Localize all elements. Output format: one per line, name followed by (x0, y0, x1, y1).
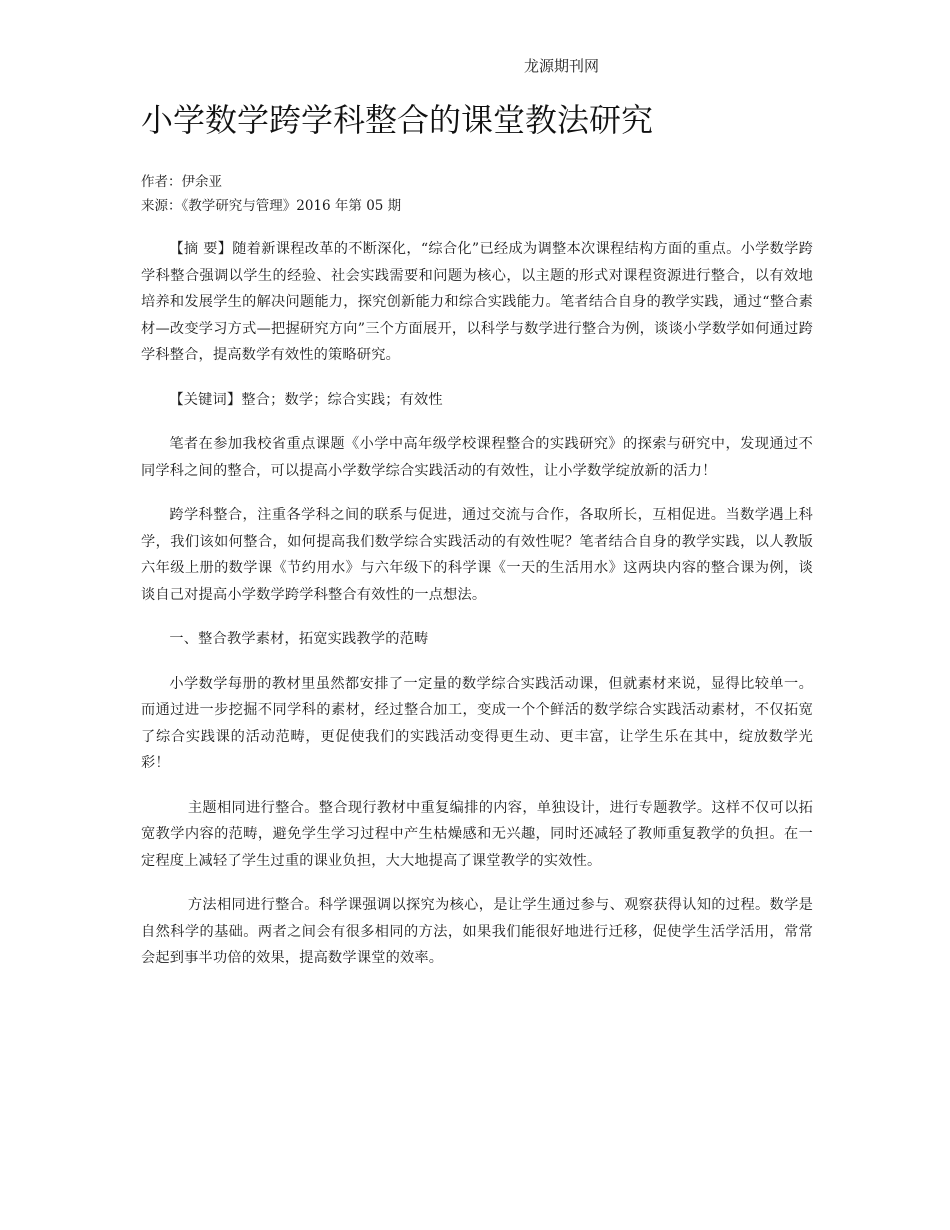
abstract-label: 【摘 要】 (169, 241, 233, 257)
keywords-label: 【关键词】 (169, 391, 242, 408)
site-header: 龙源期刊网 (524, 57, 600, 75)
section-heading: 一、整合教学素材，拓宽实践教学的范畴 (169, 631, 429, 647)
article-body (141, 236, 813, 990)
article-meta (141, 170, 401, 218)
body-paragraph: 跨学科整合，注重各学科之间的联系与促进，通过交流与合作，各取所长，互相促进。当数学遇上科学，我们该如何整合，如何提高我们数学综合实践活动的有效性呢？笔者结合自身的教学实践，以人教版六年级上册的数学课《节约用水》与六年级下的科学课《一天的生活用水》这两块内容的整合课为例，谈谈自己对提高小学数学跨学科整合有效性的一点想法。 (141, 507, 813, 603)
body-paragraph: 小学数学每册的教材里虽然都安排了一定量的数学综合实践活动课，但就素材来说，显得比较单一。而通过进一步挖掘不同学科的素材，经过整合加工，变成一个个鲜活的数学综合实践活动素材，不仅拓宽了综合实践课的活动范畴，更促使我们的实践活动变得更生动、更丰富，让学生乐在其中，绽放数学光彩！ (141, 675, 813, 771)
keywords-paragraph (141, 387, 813, 414)
body-paragraph: 主题相同进行整合。整合现行教材中重复编排的内容，单独设计，进行专题教学。这样不仅可以拓宽教学内容的范畴，避免学生学习过程中产生枯燥感和无兴趣，同时还减轻了教师重复教学的负担。在一定程度上减轻了学生过重的课业负担，大大地提高了课堂教学的实效性。 (141, 799, 813, 869)
abstract-paragraph (141, 236, 813, 369)
body-paragraph: 笔者在参加我校省重点课题《小学中高年级学校课程整合的实践研究》的探索与研究中，发现通过不同学科之间的整合，可以提高小学数学综合实践活动的有效性，让小学数学绽放新的活力！ (141, 436, 813, 479)
keywords-text: 整合；数学；综合实践；有效性 (241, 391, 443, 408)
author-line: 作者：伊余亚 (141, 174, 222, 190)
article-title: 小学数学跨学科整合的课堂教法研究 (141, 101, 654, 139)
body-paragraph: 方法相同进行整合。科学课强调以探究为核心，是让学生通过参与、观察获得认知的过程。数学是自然科学的基础。两者之间会有很多相同的方法，如果我们能很好地进行迁移，促使学生活学活用，常常会起到事半功倍的效果，提高数学课堂的效率。 (141, 897, 813, 966)
source-line: 来源：《教学研究与管理》2016 年第 05 期 (141, 198, 402, 214)
abstract-text: 随着新课程改革的不断深化，“综合化”已经成为调整本次课程结构方面的重点。小学数学跨学科整合强调以学生的经验、社会实践需要和问题为核心，以主题的形式对课程资源进行整合，以有效地培养和发展学生的解决问题能力，探究创新能力和综合实践能力。笔者结合自身的教学实践，通过“整合素材—改变学习方式—把握研究方向”三个方面展开，以科学与数学进行整合为例，谈谈小学数学如何通过跨学科整合，提高数学有效性的策略研究。 (141, 241, 813, 363)
